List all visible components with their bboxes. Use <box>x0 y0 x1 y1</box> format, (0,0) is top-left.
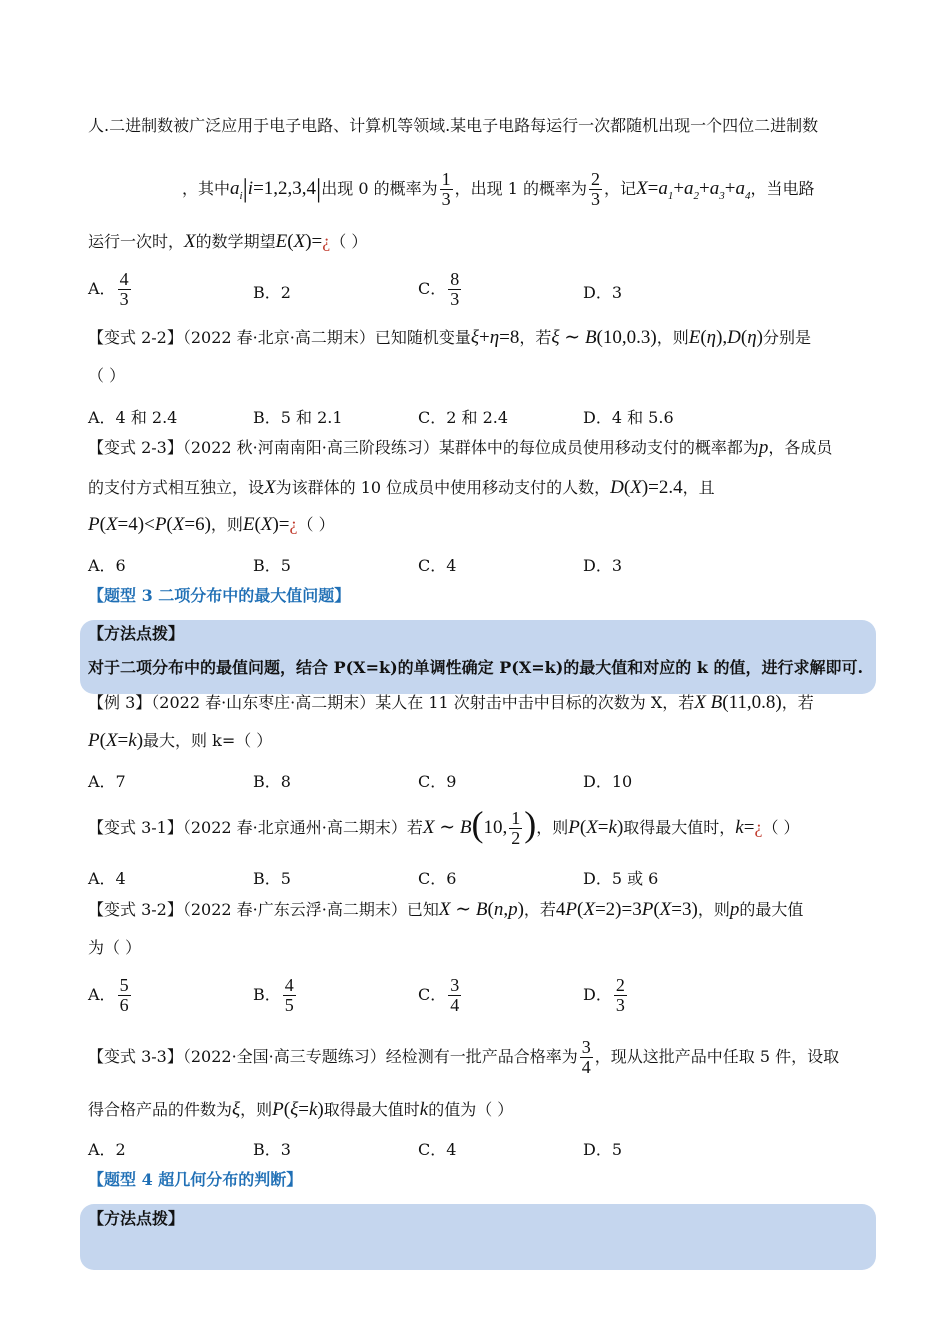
option-c[interactable]: C． $\frac{3}{4}$ <box>418 975 460 1015</box>
method-title-topic-4: 【方法点拨】 <box>88 1209 185 1228</box>
option-a[interactable]: A．4 和 2.4 <box>88 408 178 427</box>
option-c[interactable]: C．4 <box>418 1140 457 1159</box>
intro-line-2: ，其中$a_i|i=1,2,3,4|$出现 0 的概率为 $\frac{1}{3}$ ，出现 1 的概率为 $\frac{2}{3}$ ，记$X=a_1+a_2+a_3+a_4$，当电路 <box>182 169 815 209</box>
method-text-topic-3: 对于二项分布中的最值问题，结合 P(X=k)的单调性确定 P(X=k)的最大值和对应的 k 的值，进行求解即可. <box>88 658 864 677</box>
option-d[interactable]: D． $\frac{2}{3}$ <box>583 975 625 1015</box>
intro-line-1: 人.二进制数被广泛应用于电子电路、计算机等领域.某电子电路每运行一次都随机出现一个四位二进制数 <box>88 116 819 135</box>
intro-line-3: 运行一次时，X的数学期望E(X)=¿（ ） <box>88 231 368 252</box>
variant-2-2-line-1: 【变式 2-2】（2022 春·北京·高二期末）已知随机变量ξ+η=8，若ξ ∼ B(10,0.3)，则E(η),D(η)分别是 <box>88 327 812 348</box>
option-d[interactable]: D．3 <box>583 556 623 575</box>
example-3-line-1: 【例 3】（2022 春·山东枣庄·高二期末）某人在 11 次射击中击中目标的次数为 X，若X B(11,0.8)，若 <box>88 692 814 713</box>
option-b[interactable]: B．8 <box>253 772 291 791</box>
option-a[interactable]: A．2 <box>88 1140 126 1159</box>
option-d[interactable]: D．5 <box>583 1140 623 1159</box>
variant-3-3-line-2: 得合格产品的件数为ξ，则P(ξ=k)取得最大值时k的值为（ ） <box>88 1099 514 1120</box>
method-box-topic-4 <box>80 1204 876 1270</box>
variant-2-3-line-2: 的支付方式相互独立，设X为该群体的 10 位成员中使用移动支付的人数，D(X)=2.4，且 <box>88 477 715 498</box>
option-a[interactable]: A． $\frac{5}{6}$ <box>88 975 129 1015</box>
variant-3-1-line-1: 【变式 3-1】（2022 春·北京通州·高二期末）若X ∼ B(10, $\frac{1}{2}$ )，则P(X=k)取得最大值时，k=¿（ ） <box>88 804 800 848</box>
option-c[interactable]: C．2 和 2.4 <box>418 408 509 427</box>
variant-2-2-line-2: （ ） <box>88 366 126 385</box>
option-a[interactable]: A．4 <box>88 869 126 888</box>
option-d[interactable]: D．3 <box>583 283 623 302</box>
variant-2-3-line-1: 【变式 2-3】（2022 秋·河南南阳·高三阶段练习）某群体中的每位成员使用移动支付的概率都为p，各成员 <box>88 437 833 458</box>
fraction-one-third: $\frac{1}{3}$ <box>441 169 451 209</box>
topic-3-heading: 【题型 3 二项分布中的最大值问题】 <box>88 586 351 605</box>
option-c[interactable]: C．9 <box>418 772 457 791</box>
option-b[interactable]: B．5 <box>253 556 291 575</box>
fraction-two-thirds: $\frac{2}{3}$ <box>590 169 600 209</box>
variant-3-3-line-1: 【变式 3-3】（2022·全国·高三专题练习）经检测有一批产品合格率为 $\frac{3}{4}$ ，现从这批产品中任取 5 件，设取 <box>88 1037 840 1077</box>
option-c[interactable]: C． $\frac{8}{3}$ <box>418 269 460 309</box>
option-b[interactable]: B． $\frac{4}{5}$ <box>253 975 294 1015</box>
variant-3-2-line-2: 为（ ） <box>88 938 142 957</box>
example-3-line-2: P(X=k)最大，则 k=（ ） <box>88 730 273 751</box>
option-b[interactable]: B．5 <box>253 869 291 888</box>
option-a[interactable]: A．7 <box>88 772 126 791</box>
topic-4-heading: 【题型 4 超几何分布的判断】 <box>88 1170 303 1189</box>
option-d[interactable]: D．5 或 6 <box>583 869 659 888</box>
variant-3-2-line-1: 【变式 3-2】（2022 春·广东云浮·高二期末）已知X ∼ B(n,p)，若4P(X=2)=3P(X=3)，则p的最大值 <box>88 899 804 920</box>
option-a[interactable]: A． $\frac{4}{3}$ <box>88 269 129 309</box>
option-c[interactable]: C．4 <box>418 556 457 575</box>
variant-2-3-line-3: P(X=4)<P(X=6)，则E(X)=¿（ ） <box>88 514 335 535</box>
option-b[interactable]: B．2 <box>253 283 291 302</box>
method-title-topic-3: 【方法点拨】 <box>88 624 185 643</box>
method-box-topic-3 <box>80 620 876 694</box>
option-b[interactable]: B．5 和 2.1 <box>253 408 343 427</box>
option-d[interactable]: D．4 和 5.6 <box>583 408 674 427</box>
option-b[interactable]: B．3 <box>253 1140 291 1159</box>
option-c[interactable]: C．6 <box>418 869 457 888</box>
option-d[interactable]: D．10 <box>583 772 633 791</box>
option-a[interactable]: A．6 <box>88 556 126 575</box>
